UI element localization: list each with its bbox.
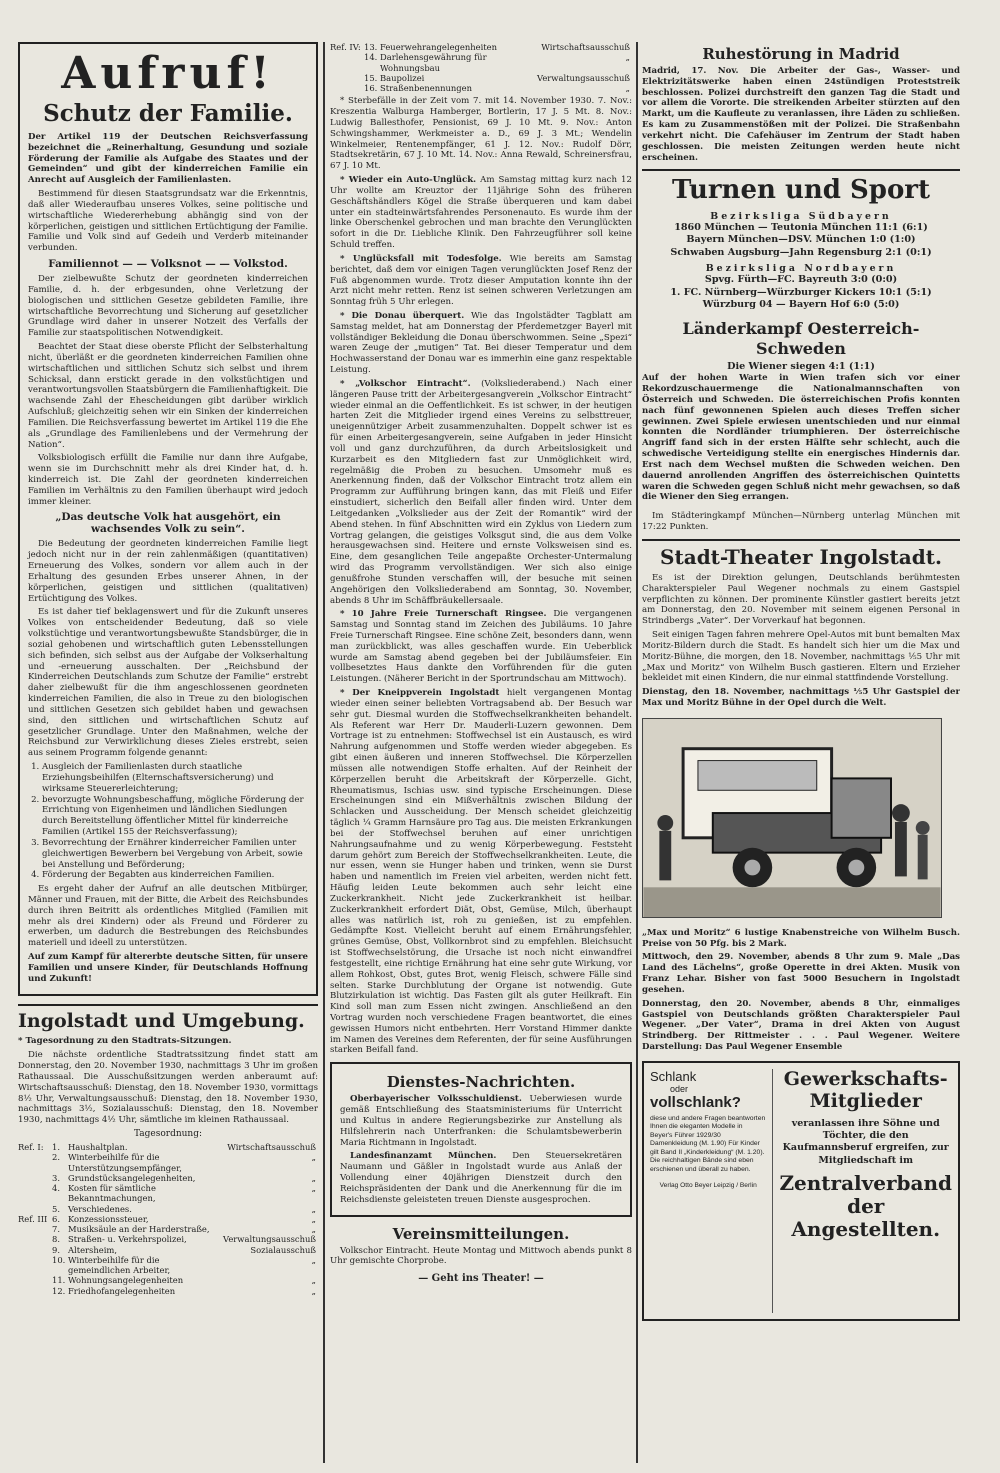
agenda-row: [330, 52, 632, 73]
dienst-box: [330, 1062, 632, 1216]
sport-title: Turnen und Sport: [671, 175, 930, 206]
agenda-item: Winterbeihilfe für die Unterstützungsempfänger,: [68, 1152, 182, 1173]
news-article: [330, 254, 632, 308]
sport-result: 1. FC. Nürnberg—Würzburger Kickers 10:1 (5:1): [670, 286, 932, 298]
agenda-ref: [18, 1245, 52, 1255]
news-article: [330, 688, 632, 1056]
agenda-item: Winterbeihilfe für die gemeindlichen Arbeiter,: [68, 1254, 171, 1276]
verein-text: Volkschor Eintracht. Heute Montag und Mittwoch abends punkt 8 Uhr gemischte Chorprobe.: [330, 1245, 632, 1267]
program-item: 2. bevorzugte Wohnungsbeschaffung, mögliche Förderung der Errichtung von Eigenheimen und ländlichen Siedlungen durch Bereitstellung öffentlicher Mittel für kinderreiche Familien (Artikel 155 der Reichsverfassung);: [42, 795, 308, 838]
news-article-body: Wie das Ingolstädter Tagblatt am Samstag meldet, hat am Donnerstag der Pferdemetzger Bayerl mit vollständiger Bekleidung die Donau überschwommen. Seine „Spezi“ waren Zeuge der „mutigen“ Tat. Bei dieser Temperatur und dem Hochwasserstand der Donau war es immerhin eine ganz respektable Leistung.: [330, 310, 632, 376]
agenda-ref: [18, 1224, 52, 1234]
agenda-row: [18, 1224, 318, 1234]
agenda-num: 1.: [52, 1142, 60, 1153]
program-item: 4. Förderung der Begabten aus kinderreichen Familien.: [42, 870, 308, 881]
agenda-item: Feuerwehrangelegenheiten: [380, 42, 497, 52]
agenda-table: [18, 1142, 318, 1296]
ad-body: diese und andere Fragen beantworten Ihnen die eleganten Modelle in Beyer's Führer 1929/30 Damenkleidung (M. 1.90) Für Kinder gilt Band II „Kinderkleidung“ (M. 1.20). Die reichhaltigen Bände sind eben erschienen und überall zu haben.: [650, 1114, 766, 1173]
aufruf-para: Bestimmend für diesen Staatsgrundsatz war die Erkenntnis, daß aller Wiederaufbau unseres Volkes, seine politische und wirtschaftliche Wiedererhebung abhängig sind von der körperlichen, geistigen und sittlichen Ertüchtigung der Familie. Familie und Volk sind auf Gedeih und Verderb miteinander verbunden.: [28, 189, 308, 254]
agenda-num: 10.: [52, 1254, 66, 1265]
agenda-row: [18, 1275, 318, 1285]
agenda-ref: [18, 1173, 52, 1183]
column-right: [642, 42, 960, 1321]
agenda-item: Darlehensgewährung für Wohnungsbau: [380, 52, 487, 73]
agenda-item: Straßenbenennungen: [380, 83, 472, 93]
laenderkampf-title: Länderkampf Oesterreich-Schweden: [682, 319, 920, 358]
familiennot-heading: Familiennot — — Volksnot — — Volkstod.: [48, 258, 288, 271]
local-news: [330, 175, 632, 1056]
aufruf-para: Es ist daher tief beklagenswert und für die Zukunft unseres Volkes von entscheidender Bedeutung, daß so viele volkstüchtige und verantwortungsbewußte Standsbürger, die in sozial gehobenen und wirtschaftlich guten Lebensstellungen sich befinden, sich selbst aus der Aufgabe der Volkserhaltung und -erneuerung ausschalten. Der „Reichsbund der Kinderreichen Deutschlands zum Schutze der Familie“ erstrebt daher zielbewußt für die ihm angeschlossenen geordneten kinderreichen Familien, die also in Treue zu den biologischen und sittlichen Gesetzen sich gebildet haben und gewachsen sind, den sittlichen und wirtschaftlichen Schutz auf gesetzlicher Grundlage. Unter den Maßnahmen, welche der Reichsbund zur Verwirklichung dieses Zieles erstrebt, seien aus seinem Programm folgende genannt:: [28, 607, 308, 759]
agenda-row: [330, 73, 632, 83]
news-article-head: * Unglücksfall mit Todesfolge.: [340, 253, 502, 264]
theater-para: Dienstag, den 18. November, nachmittags ⅕5 Uhr Gastspiel der Max und Moritz Bühne in der Opel durch die Welt.: [642, 687, 960, 708]
aufruf-para: Es ergeht daher der Aufruf an alle deutschen Mitbürger, Männer und Frauen, mit der Bitte, die Arbeit des Reichsbundes durch ihren Beitritt als ordentliches Mitglied (Familien mit mehr als drei Kindern) oder als Freund und Förderer zu erwerben, um dadurch die Bestrebungen des Reichsbundes materiell und ideell zu unterstützen.: [28, 884, 308, 949]
agenda-committee: Verwaltungsausschuß: [537, 72, 630, 83]
agenda-ref: [18, 1255, 52, 1276]
news-article-head: * Der Kneippverein Ingolstadt: [340, 688, 500, 699]
aufruf-subtitle: Schutz der Familie.: [43, 100, 293, 128]
tagesordnung-heading: * Tagesordnung zu den Stadtrats-Sitzungen.: [18, 1036, 232, 1047]
agenda-row: [18, 1245, 318, 1255]
news-article: [330, 609, 632, 685]
agenda-num: 15.: [364, 72, 378, 83]
agenda-committee: „: [625, 83, 630, 93]
agenda-committee: „: [311, 1213, 316, 1224]
section-rule: [642, 539, 960, 541]
theater-para: Mittwoch, den 29. November, abends 8 Uhr zum 9. Male „Das Land des Lächelns“, große Operette in drei Akten. Musik von Franz Lehar. Bisher von fast 5000 Besuchern in Ingolstadt gesehen.: [642, 952, 960, 995]
agenda-row: [18, 1152, 318, 1173]
agenda-item: Altersheim,: [68, 1244, 117, 1255]
illustration-caption: „Max und Moritz“ 6 lustige Knabenstreiche von Wilhelm Busch. Preise von 50 Pfg. bis 2 Mark.: [642, 927, 960, 949]
agenda-committee: „: [311, 1183, 316, 1194]
agenda-committee: „: [311, 1224, 316, 1235]
dienst-item-body: Den Steuersekretären Naumann und Gäßler in Ingolstadt wurde aus Anlaß der Vollendung einer 40jährigen Dienstzeit durch den Reichspräsidenten der Dank und die Anerkennung für die im Reichsdienste geleisteten treuen Dienste ausgesprochen.: [340, 1151, 622, 1205]
agenda-ref: Ref. IV:: [330, 42, 361, 52]
agenda-num: 4.: [52, 1183, 60, 1194]
agenda-item: Haushaltplan.: [68, 1142, 128, 1153]
agenda-ref: [18, 1286, 52, 1296]
theater-title: Stadt-Theater Ingolstadt.: [660, 544, 942, 569]
agenda-row: [18, 1214, 318, 1224]
theater-para: Donnerstag, den 20. November, abends 8 Uhr, einmaliges Gastspiel von Deutschlands größten Charakterspieler Paul Wegener. „Der Vater“, Drama in drei Akten von August Strindberg. Der Rittmeister . . . Paul Wegener. Weitere Darstellung: Das Paul Wegener Ensemble: [642, 998, 960, 1053]
aufruf-para: Volksbiologisch erfüllt die Familie nur dann ihre Aufgabe, wenn sie im Durchschnitt mehr als drei Kinder hat, d. h. kinderreich ist. Die Zahl der geordneten kinderreichen Familien im Verhältnis zu den Familien überhaupt wird jedoch immer kleiner.: [28, 453, 308, 507]
program-list: [28, 762, 308, 881]
madrid-title: Ruhestörung in Madrid: [702, 45, 900, 63]
news-article: [330, 311, 632, 376]
agenda-num: 12.: [52, 1285, 66, 1296]
agenda-num: 13.: [364, 42, 378, 52]
agenda-num: 9.: [52, 1244, 60, 1255]
agenda-row: [18, 1204, 318, 1214]
ad-line: Schlank: [650, 1068, 697, 1084]
laenderkampf-text: Auf der hohen Warte in Wien trafen sich vor einer Rekordzuschauermenge die Nationalmannschaften von Österreich und Schweden. Die österreichischen Profis konnten nach fünf gewonnenen Spielen auch dieses Treffen sicher gewinnen. Zwei Spiele erwiesen unentschieden und nur einmal konnten die Nordländer triumphieren. Der österreichische Angriff fand sich in der ersten Hälfte sehr schlecht, auch die schwedische Verteidigung stellte ein energisches Hindernis dar. Erst nach dem Wechsel mußten die Schweden weichen. Den dauernd anrollenden Angriffen des österreichischen Quintetts waren die Schweden gegen Schluß nicht mehr gewachsen, so daß die Wiener den Sieg errangen.: [642, 373, 960, 503]
agenda-item: Musiksäule an der Harderstraße,: [68, 1224, 210, 1235]
news-article-head: * 10 Jahre Freie Turnerschaft Ringsee.: [340, 609, 547, 620]
news-article: [330, 379, 632, 606]
agenda-item: Baupolizei: [380, 72, 425, 83]
agenda-item: Kosten für sämtliche Bekanntmachungen,: [68, 1183, 156, 1204]
sport-league-heading: Bezirksliga Nordbayern: [705, 263, 897, 275]
agenda-row: [18, 1173, 318, 1183]
agenda-item: Wohnungsangelegenheiten: [68, 1275, 184, 1286]
agenda-ref: Ref. III: [18, 1213, 48, 1224]
news-article-body: Am Samstag mittag kurz nach 12 Uhr wollte am Kreuztor der 11jährige Sohn des früheren Geschäftshändlers Kögel die Straße überqueren und kam dabei unter ein stadteinwärtsfahrendes Personenauto. Es wurde ihm der linke Oberschenkel gebrochen und man brachte den Verunglückten sofort in die Dr. Liebliche Klinik. Den Fahrzeugführer soll keine Schuld treffen.: [330, 175, 632, 251]
dienst-item: [340, 1094, 622, 1148]
theater-para: Seit einigen Tagen fahren mehrere Opel-Autos mit bunt bemalten Max Moritz-Bildern durch die Stadt. Es handelt sich hier um die Max und Moritz-Bühne, die morgen, den 18. November, nachmittags ⅕5 Uhr mit „Max und Moritz“ von Wilhelm Busch gastieren. Eltern und Erzieher bekleidet mit einen Kindern, die nur einmal stattfindende Vorstellung.: [642, 630, 960, 684]
madrid-text: Madrid, 17. Nov. Die Arbeiter der Gas-, Wasser- und Elektrizitätswerke haben einen 24stündigen Proteststreik beschlossen. Polizei durchstreift den ganzen Tag die Stadt und vor allem die Vororte. Die streikenden Arbeiter stürzten auf den Markt, um die Kaufleute zu veranlassen, ihre Läden zu schließen. Es kam zu Zusammenstößen mit der Polizei. Die Straßenbahn verkehrt nicht. Die Cafehäuser im Zentrum der Stadt haben geschlossen. Die meisten Zeitungen werden heute nicht erscheinen.: [642, 66, 960, 163]
agenda-ref: [18, 1183, 52, 1204]
column-divider: [323, 42, 325, 1463]
agenda-committee: „: [625, 52, 630, 63]
news-article-body: Wie bereits am Samstag berichtet, daß dem vor einigen Tagen verunglückten Josef Renz der Fuß abgenommen wurde. Trotz dieser Amputation konnte ihn der Arzt nicht mehr retten. Renz ist seinen schweren Verletzungen am Sonntag früh 5 Uhr erlegen.: [330, 253, 632, 308]
agenda-item: Straßen- u. Verkehrspolizei,: [68, 1234, 187, 1245]
ingolstadt-title: Ingolstadt und Umgebung.: [18, 1009, 305, 1032]
program-item: 3. Bevorrechtung der Ernährer kinderreicher Familien unter gleichwertigen Bewerbern bei Vergebung von Arbeit, sowie bei Anstellung und Beförderung;: [42, 838, 308, 870]
tagesordnung-text: Die nächste ordentliche Stadtratssitzung findet statt am Donnerstag, den 20. November 1930, nachmittags 3 Uhr im großen Rathaussaal. Die Ausschußsitzungen werden anberaumt auf: Wirtschaftsausschuß: Dienstag, den 18. November 1930, vormittags 8½ Uhr, Verwaltungsausschuß: Dienstag, den 18. November 1930, nachmittags 3½, Sozialausschuß: Dienstag, den 18. November 1930, nachmittags 4½ Uhr, sämtliche im kleinen Rathaussaal.: [18, 1050, 318, 1126]
aufruf-title: Aufruf!: [61, 48, 275, 99]
agenda-item: Grundstücksangelegenheiten,: [68, 1172, 196, 1183]
agenda-num: 11.: [52, 1275, 66, 1286]
agenda-ref: [330, 73, 364, 83]
sport-result: 1860 München — Teutonia München 11:1 (6:1): [674, 221, 928, 233]
agenda-num: 16.: [364, 83, 378, 93]
quote-heading: „Das deutsche Volk hat ausgehört, ein wachsendes Volk zu sein“.: [55, 511, 281, 536]
theater-para: Es ist der Direktion gelungen, Deutschlands berühmtesten Charakterspieler Paul Wegener nochmals zu einem Gastspiel verpflichten zu können. Der prominente Künstler gastiert bereits jetzt am Donnerstag, den 20. November mit seinem eigenen Personal in Strindbergs „Vater“. Der Vorverkauf hat begonnen.: [642, 572, 960, 627]
news-article-head: * „Volkschor Eintracht“.: [340, 378, 471, 389]
ad-text: veranlassen ihre Söhne und Töchter, die den Kaufmannsberuf ergreifen, zur Mitgliedschaft im: [782, 1117, 949, 1166]
agenda-row: [330, 42, 632, 52]
max-moritz-bus-illustration: [642, 718, 942, 918]
agenda-num: 6.: [52, 1213, 60, 1224]
agenda-row: [18, 1142, 318, 1152]
aufruf-lead: Der Artikel 119 der Deutschen Reichsverfassung bezeichnet die „Reinerhaltung, Gesundung und soziale Förderung der Familie als Aufgabe des Staates und der Gemeinden“ und gibt der kinderreichen Familie ein Anrecht auf Ausgleich der Familienlasten.: [28, 131, 308, 186]
sterbefaelle-text: * Sterbefälle in der Zeit vom 7. mit 14. November 1930. 7. Nov.: Kreszentia Walburga Hamberger, Bortlerin, 17 J. 5 Mt. 8. Nov.: Ludwig Ballesthofer, Pensionist, 69 J. 10 Mt. 9. Nov.: Anton Schwingshammer, Werkmeister a. D., 69 J. 3 Mt.; Wendelin Winkelmeier, Rentenempfänger, 61 J. 12. Nov.: Rudolf Dörr, Stadtsekretärin, 67 J. 10 Mt. 14. Nov.: Anna Rewald, Schreinersfrau, 67 J. 10 Mt.: [330, 96, 632, 172]
agenda-ref: [330, 83, 364, 93]
agenda-committee: „: [311, 1172, 316, 1183]
dienst-item: [340, 1151, 622, 1205]
agenda-committee: „: [311, 1285, 316, 1296]
news-article: [330, 175, 632, 251]
agenda-committee: Wirtschaftsausschuß: [227, 1142, 316, 1153]
agenda-committee: „: [311, 1152, 316, 1163]
agenda-num: 5.: [52, 1203, 60, 1214]
agenda-item: Friedhofangelegenheiten: [68, 1285, 176, 1296]
ad-line: oder: [670, 1083, 689, 1094]
agenda-title: Tagesordnung:: [133, 1129, 203, 1140]
agenda-ref: Ref. I:: [18, 1142, 44, 1153]
agenda-ref: [330, 52, 364, 73]
section-rule: [18, 1004, 318, 1006]
agenda-item: Verschiedenes.: [68, 1203, 132, 1214]
dienst-item-head: Oberbayerischer Volksschuldienst.: [350, 1094, 522, 1105]
news-article-body: (Volksliederabend.) Nach einer längeren Pause tritt der Arbeitergesangverein „Volkschor Eintracht“ wieder einmal an die Oeffentlichkeit. Es ist schwer, in der heutigen harten Zeit die Mitglieder irgend eines Vereins zu selbsttreuer, uneigennütziger Arbeit zusammenzuhalten. Doppelt schwer ist es für einen Arbeitergesangverein, seine Aufgaben in jeder Hinsicht voll und ganz durchzuführen, da durch Arbeitslosigkeit und Kurzarbeit es den Mitgliedern fast zur Unmöglichkeit wird, regelmäßig die Proben zu besuchen. Umsomehr muß es Anerkennung finden, daß der Volkschor Eintracht trotz allem ein Programm zur Aufführung bringen kann, das mit Fleiß und Eifer einstudiert, sicherlich den Beifall aller finden wird. Unter dem Leitgedanken „Volkslieder aus der Zeit der Romantik“ wird der Abend stehen. In fünf Abschnitten wird ein Zyklus von Liedern zum Vortrag gelangen, die geistiges Volksgut sind, die aus dem Volke herausgewachsen sind. Heitere und ernste Volksweisen sind es. Eine, dem gesanglichen Teile angepaßte Orchester-Untermalung wird das Programm vervollständigen. Wer sich also einige genußfrohe Stunden verschaffen will, der besuche mit seinen Angehörigen den Volksliederabend am Sonntag, 30. November, abends 8 Uhr im Schäffbräukellersaale.: [330, 378, 632, 606]
advertisement-row: [642, 1061, 960, 1321]
closing-call: Auf zum Kampf für altererbte deutsche Sitten, für unsere Familien und unsere Kinder, für Deutschlands Hoffnung und Zukunft!: [28, 952, 308, 984]
agenda-item: Konzessionssteuer,: [68, 1213, 149, 1224]
agenda-ref: [18, 1152, 52, 1173]
agenda-committee: „: [311, 1203, 316, 1214]
news-article-body: hielt vergangenen Montag wieder einen seiner beliebten Vortragsabend ab. Der Besuch war sehr gut. Diesmal wurden die Stoffwechselkrankheiten behandelt. Als Referent war Herr Dr. Mauderli-Luzern gewonnen. Dem Vortrage ist zu entnehmen: Stoffwechsel ist ein Austausch, es wird Nahrung aufgenommen und Stoffe werden wieder abgegeben. Es gibt einen äußeren und inneren Stoffwechsel. Die Körperzellen müssen alle notwendigen Stoffe erhalten. Auf der Reinheit der Körperzellen beruht die Arbeitskraft der Körperzelle. Gicht, Rheumatismus, Ischias usw. sind typische Erscheinungen. Diese Erscheinungen sind ein Mißverhältnis zwischen Bildung der Schlacken und Ausscheidung. Der Mensch scheidet gleichzeitig täglich ¼ Gramm Harnsäure pro Tag aus. Die meisten Erkrankungen bei der Stoffwechsel beruhen auf einer unrichtigen Nahrungsaufnahme und zu wenig Körperbewegung. Feststeht darum gehört zum Bereich der Stoffwechselkrankheiten. Leute, die nur essen, wenn sie Hunger haben und trinken, wenn sie Durst haben und namentlich im Freien viel arbeiten, werden nicht fett. Häufig leiden Leute bekommen auch sehr leicht eine Zuckerkrankheit. Nicht jede Zuckerkrankheit ist heilbar. Zuckerkrankheit erfordert Diät, Obst, Gemüse, Milch, überhaupt alles was natürlich ist, roh zu genießen, ist zu empfehlen. Gedämpfte Kost. Vielleicht beruht auf einem Ernährungsfehler, grünes Gemüse, Obst, Vollkornbrot sind zu empfehlen. Bleichsucht ist Stoffwechselstörung, die Ursache ist noch nicht einwandfrei festgestellt, eine richtige Ernährung hat eine sehr gute Wirkung, vor allem Rohkost, Obst, gutes Brot, wenig Fleisch, schwere Fälle sind selten. Starke Durchblutung der Organe ist notwendig. Gute Blutzirkulation ist wichtig. Das Fasten gilt als guter Heilkraft. Ein Kind soll man zum Essen nicht zwingen. Anschließend an den Vortrag wurden noch verschiedene Fragen beantwortet, die eines gewissen Humors nicht entbehrten. Herr Vorstand Himmer dankte im Namen des Vereines dem Referenten, der für seine Ausführungen starken Beifall fand.: [330, 688, 632, 1056]
news-article-head: * Die Donau überquert.: [340, 310, 465, 321]
dienst-title: Dienstes-Nachrichten.: [386, 1073, 576, 1092]
verein-title: Vereinsmitteilungen.: [392, 1224, 570, 1243]
agenda-committee: Wirtschaftsausschuß: [541, 42, 630, 52]
news-article-head: * Wieder ein Auto-Unglück.: [340, 175, 477, 186]
agenda-ref: [18, 1204, 52, 1214]
agenda-ref: [18, 1234, 52, 1244]
aufruf-box: [18, 42, 318, 996]
agenda-num: 7.: [52, 1224, 60, 1235]
agenda-row: [330, 83, 632, 93]
agenda-num: 14.: [364, 52, 378, 63]
column-left: [18, 42, 318, 1296]
agenda-table-continued: [330, 42, 632, 93]
ad-publisher: Verlag Otto Beyer Leipzig / Berlin: [659, 1182, 757, 1190]
section-rule: [642, 169, 960, 171]
dienst-item-head: Landesfinanzamt München.: [350, 1151, 497, 1162]
aufruf-para: Die Bedeutung der geordneten kinderreichen Familie liegt jedoch nicht nur in der rein zahlenmäßigen (quantitativen) Erneuerung des Volkes, sondern vor allem auch in der Erhaltung des gesunden Erbes unserer Ahnen, in der körperlichen, geistigen und sittlichen (qualitativen) Ertüchtigung des Volkes.: [28, 539, 308, 604]
schlank-ad: [650, 1069, 766, 1313]
sport-result: Spvg. Fürth—FC. Bayreuth 3:0 (0:0): [704, 274, 898, 286]
agenda-committee: „: [311, 1254, 316, 1265]
ad-line: vollschlank?: [650, 1093, 741, 1111]
laenderkampf-sub: Die Wiener siegen 4:1 (1:1): [727, 360, 875, 372]
agenda-committee: Verwaltungsausschuß: [223, 1234, 316, 1245]
agenda-row: [18, 1234, 318, 1244]
program-item: 1. Ausgleich der Familienlasten durch staatliche Erziehungsbeihilfen (Elternschaftsversicherung) und wirksame Steuererleichterung;: [42, 762, 308, 794]
column-divider: [636, 42, 638, 1463]
ad-org: Zentralverband der Angestellten.: [779, 1171, 952, 1241]
dienst-item-body: Ueberwiesen wurde gemäß Entschließung des Staatsministeriums für Unterricht und Kultus in andere Regierungsbezirke zur Anstellung als Hilfslehrerin nach Unterfranken: die Schulamtsbewerberin Maria Richtmann in Ingolstadt.: [340, 1094, 623, 1148]
theater-note: — Geht ins Theater! —: [418, 1273, 544, 1285]
sport-league-heading: Bezirksliga Südbayern: [710, 210, 892, 222]
agenda-ref: [18, 1275, 52, 1285]
ad-title: Gewerkschafts-Mitglieder: [783, 1067, 948, 1112]
column-middle: [330, 42, 632, 1284]
agenda-row: [18, 1183, 318, 1204]
news-article-body: Die vergangenen Samstag und Sonntag stand im Zeichen des Jubiläums. 10 Jahre Freie Turnerschaft Ringsee. Eine schöne Zeit, besonders dann, wenn man zurückblickt, was alles geschaffen wurde. Ein Ueberblick wurde am Samstag abend gegeben bei der Jubiläumsfeier. Ein vollbesetztes Haus dankte den Vorführenden für die guten Leistungen. (Näherer Bericht in der Sportrundschau am Mittwoch).: [330, 609, 632, 685]
agenda-row: [18, 1255, 318, 1276]
agenda-row: [18, 1286, 318, 1296]
staedte-text: Im Städteringkampf München—Nürnberg unterlag München mit 17:22 Punkten.: [642, 511, 960, 533]
aufruf-para: Beachtet der Staat diese oberste Pflicht der Selbsterhaltung nicht, überläßt er die geordneten kinderreichen Familien ohne wirtschaftlichen und sittlichen Schutz sich selbst und ihrem Schicksal, dann erstickt gerade in den volkstüchtigen und verantwortungsvollen Staatsbürgern die Familienhaftigkeit. Die wachsende Zahl der Ehescheidungen gibt darüber wirklich Aufschluß; gleichzeitig sehen wir ein Sinken der kinderreichen Familien. Die Reichsverfassung bewertet im Artikel 119 die Ehe als „Grundlage des Familienlebens und der Vermehrung der Nation“.: [28, 342, 308, 450]
gewerkschaft-ad: [772, 1069, 952, 1313]
agenda-num: 2.: [52, 1152, 60, 1163]
aufruf-para: Der zielbewußte Schutz der geordneten kinderreichen Familie, d. h. der erbgesunden, ohne Verletzung der biologischen und sittlichen Gesetze gebildeten Familie, ihre wirtschaftliche Bevorrechtung und Sicherung auf gesetzlicher Grundlage wird daher in unserer Notzeit des Verfalls der Familie zur staatspolitischen Notwendigkeit.: [28, 274, 308, 339]
agenda-num: 3.: [52, 1172, 60, 1183]
sport-result: Würzburg 04 — Bayern Hof 6:0 (5:0): [702, 298, 900, 310]
agenda-committee: „: [311, 1275, 316, 1286]
sport-result: Bayern München—DSV. München 1:0 (1:0): [686, 234, 916, 246]
agenda-committee: Sozialausschuß: [250, 1244, 316, 1255]
sport-result: Schwaben Augsburg—Jahn Regensburg 2:1 (0:1): [670, 246, 932, 258]
agenda-num: 8.: [52, 1234, 60, 1245]
